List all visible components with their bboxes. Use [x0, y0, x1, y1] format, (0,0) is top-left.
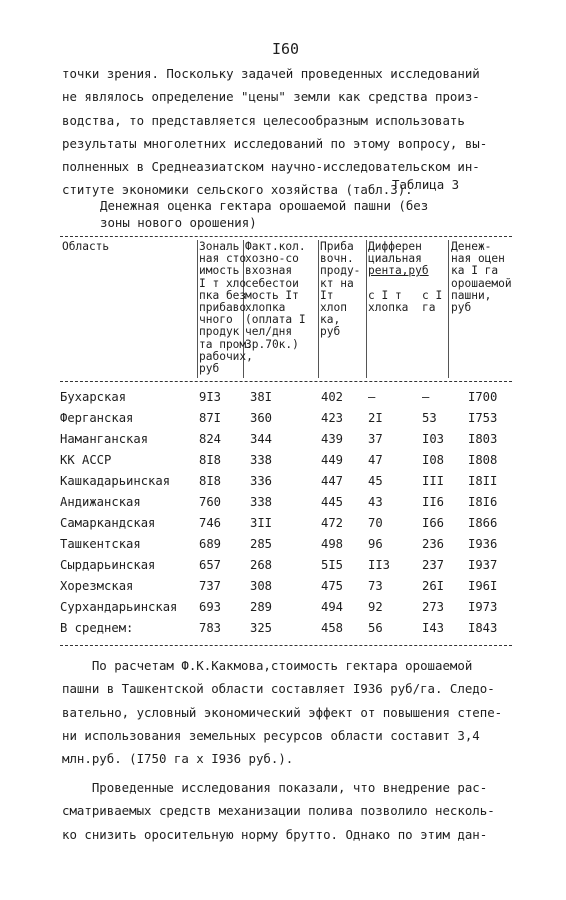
- table-row-average: В среднем: 783 325 458 56 I43 I843: [60, 621, 498, 635]
- header-separator: [366, 240, 367, 378]
- header-rent-per-ha: с I га: [422, 289, 443, 315]
- table-header-rule: [60, 381, 512, 382]
- text-line: По расчетам Ф.К.Какмова,стоимость гектара орошаемой: [62, 658, 473, 673]
- table-row: Наманганская 824 344 439 37 I03 I803: [60, 432, 498, 446]
- header-additional-product: Приба вочн. проду- кт на Iт хлоп ка, руб: [320, 240, 361, 339]
- table-row: Ферганская 87I 360 423 2I 53 I753: [60, 411, 498, 425]
- table-row: Андижанская 760 338 445 43 II6 I8I6: [60, 495, 498, 509]
- header-monetary-value: Денеж- ная оцен ка I га орошаемой пашни, руб: [451, 240, 512, 315]
- text-line: результаты многолетних исследований по этому вопросу, вы-: [62, 135, 488, 151]
- table-row: Ташкентская 689 285 498 96 236 I936: [60, 537, 498, 551]
- table-row: Самаркандская 746 3II 472 70 I66 I866: [60, 516, 498, 530]
- paragraph-calculation: [62, 654, 510, 770]
- header-separator: [318, 240, 319, 378]
- caption-line: Денежная оценка гектара орошаемой пашни (без: [100, 198, 429, 213]
- header-separator: [448, 240, 449, 378]
- table-caption: [100, 197, 428, 231]
- text-line: точки зрения. Поскольку задачей проведенных исследований: [62, 66, 480, 81]
- table-top-rule: [60, 236, 512, 237]
- text-line: ституте экономики сельского хозяйства (табл.3).: [62, 182, 413, 198]
- text-line: ко снизить оросительную норму брутто. Однако по этим дан-: [62, 826, 488, 842]
- paragraph-conclusion: [62, 776, 510, 846]
- text-line: ни использования земельных ресурсов области составит 3,4: [62, 727, 480, 743]
- table-row: Сырдарьинская 657 268 5I5 II3 237 I937: [60, 558, 498, 572]
- text-line: не являлось определение "цены" земли как средства произ-: [62, 89, 480, 105]
- header-differential-rent: Дифферен циальная рента,руб: [368, 240, 429, 278]
- header-zonal-cost: Зональ ная сто имость I т хло пка без прибаво чного продук та пром. рабочих, руб: [199, 240, 253, 376]
- table-row: Бухарская 9I3 38I 402 – – I700: [60, 390, 498, 404]
- text-line: пашни в Ташкентской области составляет I936 руб/га. Следо-: [62, 681, 495, 697]
- text-line: сматриваемых средств механизации полива позволило несколь-: [62, 803, 495, 819]
- table-row: Кашкадарьинская 8I8 336 447 45 III I8II: [60, 474, 498, 488]
- text-line: Проведенные исследования показали, что внедрение рас-: [62, 780, 488, 795]
- header-region: Область: [62, 240, 110, 253]
- caption-line: зоны нового орошения): [100, 215, 257, 230]
- table-row: Хорезмская 737 308 475 73 26I I96I: [60, 579, 498, 593]
- text-line: млн.руб. (I750 га x I936 руб.).: [62, 751, 294, 767]
- header-separator: [197, 240, 198, 378]
- text-line: полненных в Среднеазиатском научно-исследовательском ин-: [62, 159, 480, 175]
- table-bottom-rule: [60, 645, 512, 646]
- text-line: вательно, условный экономический эффект от повышения степе-: [62, 704, 503, 720]
- header-rent-per-ton: с I т хлопка: [368, 289, 409, 315]
- text-line: водства, то представляется целесообразным использовать: [62, 112, 465, 128]
- table-label: Таблица 3: [392, 177, 460, 192]
- table-row: Сурхандарьинская 693 289 494 92 273 I973: [60, 600, 498, 614]
- table-row: КК АССР 8I8 338 449 47 I08 I808: [60, 453, 498, 467]
- page-number: I60: [272, 40, 300, 58]
- header-actual-cost: Факт.кол. хозно-со вхозная себестои мость Iт хлопка (оплата I чел/дня 3р.70к.): [245, 240, 306, 351]
